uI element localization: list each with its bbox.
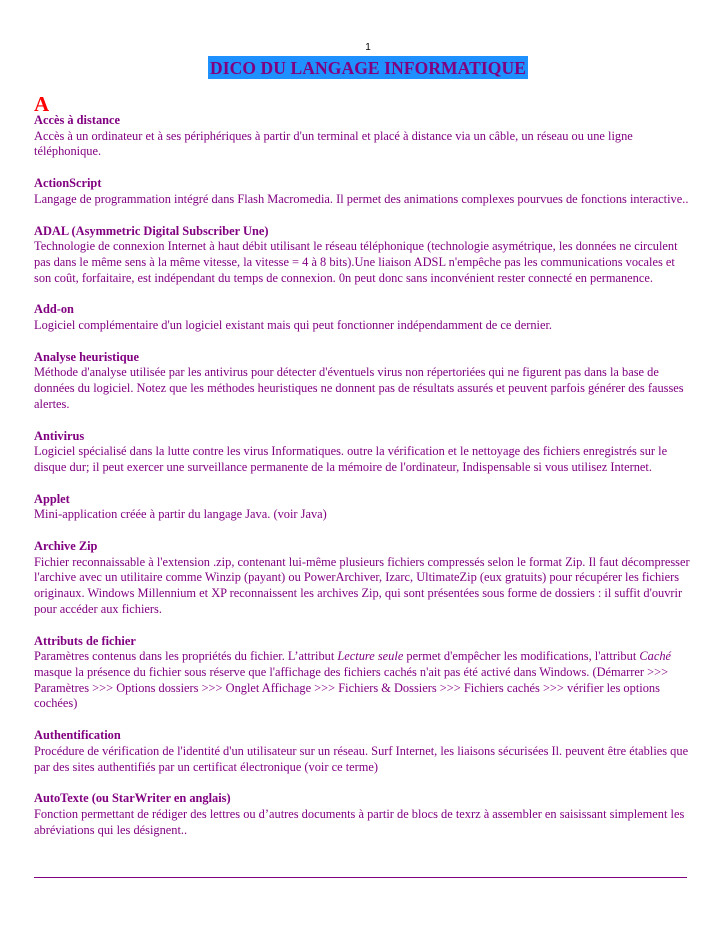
entry-term: Accès à distance [34,113,121,127]
definition-segment: masque la présence du fichier sous réserve que l'affichage des fichiers cachés n'ait pas été activé dans Windows. (Démarrer >>> Paramètres >>> Options dossiers >>> Onglet Affichage >>> Fichiers & Dossiers >>> Fichiers cachés >>> vérifier les options cochées) [34,664,669,711]
entry-definition: Fonction permettant de rédiger des lettres ou d’autres documents à partir de blocs de texrz à assembler en saisissant simplement les abréviations qui les désignent.. [34,806,685,837]
section-letter: A [34,92,50,116]
entry-definition: Logiciel complémentaire d'un logiciel existant mais qui peut fonctionner indépendamment de ce dernier. [34,318,552,333]
entry-definition: Technologie de connexion Internet à haut débit utilisant le réseau téléphonique (technologie asymétrique, les données ne circulent pas dans le même sens à la même vitesse, la vitesse = 4 à 8 bits).Une liaison ADSL n'empêche pas les communications vocales et son coût, forfaitaire, est indépendant du temps de connexion. 0n peut donc sans inconvénient rester connecté en permanence. [34,239,678,285]
entry-definition: Fichier reconnaissable à l'extension .zip, contenant lui-même plusieurs fichiers compressés selon le format Zip. Il faut décompresser l'archive avec un utilitaire comme Winzip (payant) ou PowerArchiver, Izarc, UltimateZip (eux gratuits) pour récupérer les fichiers originaux. Windows Millennium et XP reconnaissent les archives Zip, qui sont présentées sous forme de dossiers : il suffit d'ouvrir pour accéder aux fichiers. [34,554,690,616]
title-container [0,56,728,79]
definition-segment: Paramètres contenus dans les propriétés du fichier. L’attribut [34,649,338,664]
entry-definition: Accès à un ordinateur et à ses périphériques à partir d'un terminal et placé à distance via un câble, un réseau ou une ligne téléphonique. [34,128,633,159]
entry-definition [34,649,694,712]
glossary-entry [34,728,694,775]
attribute-name-italic: Caché [639,649,672,664]
glossary-entry [34,634,694,713]
entry-term: Applet [34,491,70,506]
glossary-entry [34,224,694,287]
document-title: DICO DU LANGAGE INFORMATIQUE [209,58,527,78]
entry-term: Attributs de fichier [34,633,136,648]
glossary-entry [34,791,694,838]
glossary-entry [34,350,694,413]
definition-segment: permet d'empêcher les modifications, l'attribut [403,649,640,664]
glossary-entries [34,113,694,854]
entry-term: Antivirus [34,428,85,443]
entry-term: Analyse heuristique [34,349,139,364]
glossary-entry [34,492,694,523]
entry-definition: Procédure de vérification de l'identité d'un utilisateur sur un réseau. Surf Internet, les liaisons sécurisées Il. peuvent être établies que par des sites authentifiés par un certificat électronique (voir ce terme) [34,743,689,774]
glossary-entry [34,539,694,618]
entry-term: Add-on [34,302,74,317]
glossary-entry [34,302,694,333]
glossary-entry [34,113,694,160]
entry-definition: Mini-application créée à partir du langage Java. (voir Java) [34,507,327,522]
entry-definition: Langage de programmation intégré dans Flash Macromedia. Il permet des animations complexes pourvues de fonctions interactive.. [34,191,689,206]
entry-definition: Méthode d'analyse utilisée par les antivirus pour détecter d'éventuels virus non répertoriées qui ne figurent pas dans la base de données du logiciel. Notez que les méthodes heuristiques ne donnent pas de résultats assurés et peuvent parfois générer des fausses alertes. [34,365,684,411]
entry-term: Archive Zip [34,539,98,554]
entry-term: Authentification [34,728,121,743]
entry-term: ActionScript [34,176,102,191]
bottom-divider [34,877,687,878]
entry-term: ADAL (Asymmetric Digital Subscriber Une) [34,223,269,238]
glossary-entry [34,176,694,207]
entry-definition: Logiciel spécialisé dans la lutte contre les virus Informatiques. outre la vérification et le nettoyage des fichiers enregistrés sur le disque dur; il peut exercer une surveillance permanente de la mémoire de l'ordinateur, Indispensable si vous utilisez Internet. [34,444,668,474]
glossary-entry [34,429,694,476]
entry-term: AutoTexte (ou StarWriter en anglais) [34,791,231,806]
page-number: 1 [365,42,371,53]
attribute-name-italic: Lecture seule [337,649,404,664]
